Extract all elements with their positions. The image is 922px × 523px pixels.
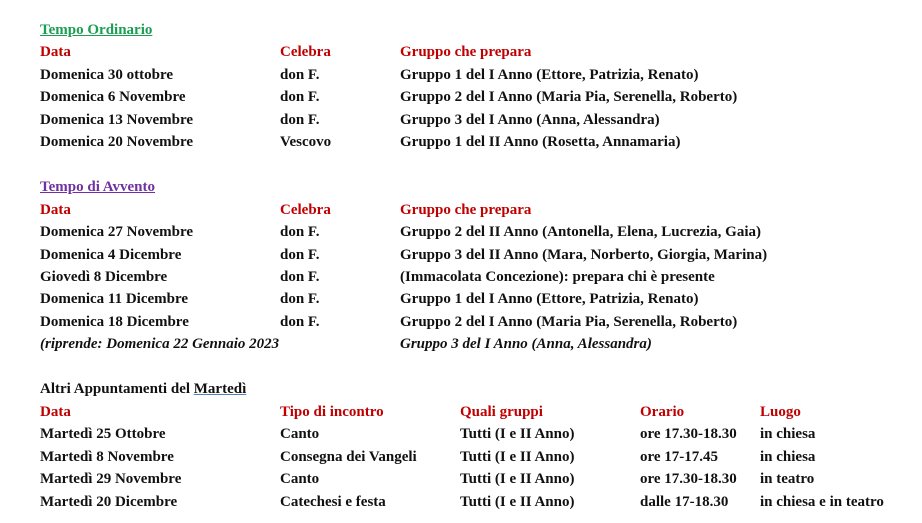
cell-luogo: in teatro — [760, 471, 815, 487]
cell-gruppo: Gruppo 2 del I Anno (Maria Pia, Serenella, Roberto) — [400, 89, 738, 105]
cell-orario: ore 17.30-18.30 — [640, 471, 737, 487]
cell-gruppo: Gruppo 2 del II Anno (Antonella, Elena, Lucrezia, Gaia) — [400, 224, 762, 240]
cell-gruppo: Gruppo 1 del I Anno (Ettore, Patrizia, Renato) — [400, 67, 699, 83]
cell-orario: ore 17-17.45 — [640, 449, 719, 465]
cell-celebra: don F. — [280, 314, 320, 330]
cell-luogo: in chiesa — [760, 426, 816, 442]
cell-gruppo: Gruppo 3 del I Anno (Anna, Alessandra) — [400, 112, 660, 128]
cell-gruppi: Tutti (I e II Anno) — [460, 471, 575, 487]
cell-celebra: don F. — [280, 291, 320, 307]
cell-data: Domenica 13 Novembre — [40, 112, 194, 128]
cell-data: Domenica 11 Dicembre — [40, 291, 189, 307]
cell-tipo: Canto — [280, 471, 320, 487]
header-orario: Orario — [640, 404, 685, 420]
section-title-tempo-ordinario: Tempo Ordinario — [40, 22, 153, 38]
section-title-altri-appuntamenti — [40, 380, 246, 398]
header-data: Data — [40, 44, 71, 60]
cell-celebra: don F. — [280, 67, 320, 83]
header-gruppo: Gruppo che prepara — [400, 44, 532, 60]
cell-tipo: Catechesi e festa — [280, 494, 386, 510]
cell-data: Giovedì 8 Dicembre — [40, 269, 168, 285]
cell-tipo: Consegna dei Vangeli — [280, 449, 417, 465]
cell-data: Martedì 29 Novembre — [40, 471, 182, 487]
header-data: Data — [40, 202, 71, 218]
cell-gruppo: Gruppo 3 del II Anno (Mara, Norberto, Giorgia, Marina) — [400, 247, 768, 263]
cell-gruppo: Gruppo 1 del II Anno (Rosetta, Annamaria) — [400, 134, 681, 150]
title-martedi: Martedì — [193, 381, 247, 397]
cell-gruppi: Tutti (I e II Anno) — [460, 426, 575, 442]
cell-gruppo: Gruppo 2 del I Anno (Maria Pia, Serenella, Roberto) — [400, 314, 738, 330]
note-riprende: (riprende: Domenica 22 Gennaio 2023 — [40, 336, 280, 352]
header-celebra: Celebra — [280, 44, 331, 60]
cell-orario: ore 17.30-18.30 — [640, 426, 737, 442]
cell-data: Martedì 20 Dicembre — [40, 494, 178, 510]
cell-gruppo: Gruppo 1 del I Anno (Ettore, Patrizia, Renato) — [400, 291, 699, 307]
cell-luogo: in chiesa — [760, 449, 816, 465]
header-tipo: Tipo di incontro — [280, 404, 384, 420]
cell-gruppo: (Immacolata Concezione): prepara chi è presente — [400, 269, 715, 285]
header-data: Data — [40, 404, 71, 420]
cell-data: Domenica 20 Novembre — [40, 134, 194, 150]
cell-celebra: don F. — [280, 269, 320, 285]
cell-orario: dalle 17-18.30 — [640, 494, 729, 510]
cell-celebra: don F. — [280, 112, 320, 128]
cell-data: Domenica 6 Novembre — [40, 89, 186, 105]
header-luogo: Luogo — [760, 404, 801, 420]
section-title-tempo-di-avvento: Tempo di Avvento — [40, 179, 156, 195]
cell-data: Domenica 30 ottobre — [40, 67, 174, 83]
cell-data: Martedì 25 Ottobre — [40, 426, 166, 442]
header-celebra: Celebra — [280, 202, 331, 218]
cell-gruppi: Tutti (I e II Anno) — [460, 449, 575, 465]
cell-data: Martedì 8 Novembre — [40, 449, 174, 465]
cell-celebra: don F. — [280, 247, 320, 263]
cell-celebra: don F. — [280, 224, 320, 240]
cell-celebra: Vescovo — [280, 134, 332, 150]
cell-data: Domenica 18 Dicembre — [40, 314, 189, 330]
cell-data: Domenica 27 Novembre — [40, 224, 194, 240]
cell-data: Domenica 4 Dicembre — [40, 247, 182, 263]
header-gruppo: Gruppo che prepara — [400, 202, 532, 218]
cell-gruppi: Tutti (I e II Anno) — [460, 494, 575, 510]
header-gruppi: Quali gruppi — [460, 404, 543, 420]
note-gruppo: Gruppo 3 del I Anno (Anna, Alessandra) — [400, 336, 652, 352]
cell-celebra: don F. — [280, 89, 320, 105]
title-prefix: Altri Appuntamenti del — [40, 381, 194, 397]
cell-luogo: in chiesa e in teatro — [760, 494, 884, 510]
cell-tipo: Canto — [280, 426, 320, 442]
